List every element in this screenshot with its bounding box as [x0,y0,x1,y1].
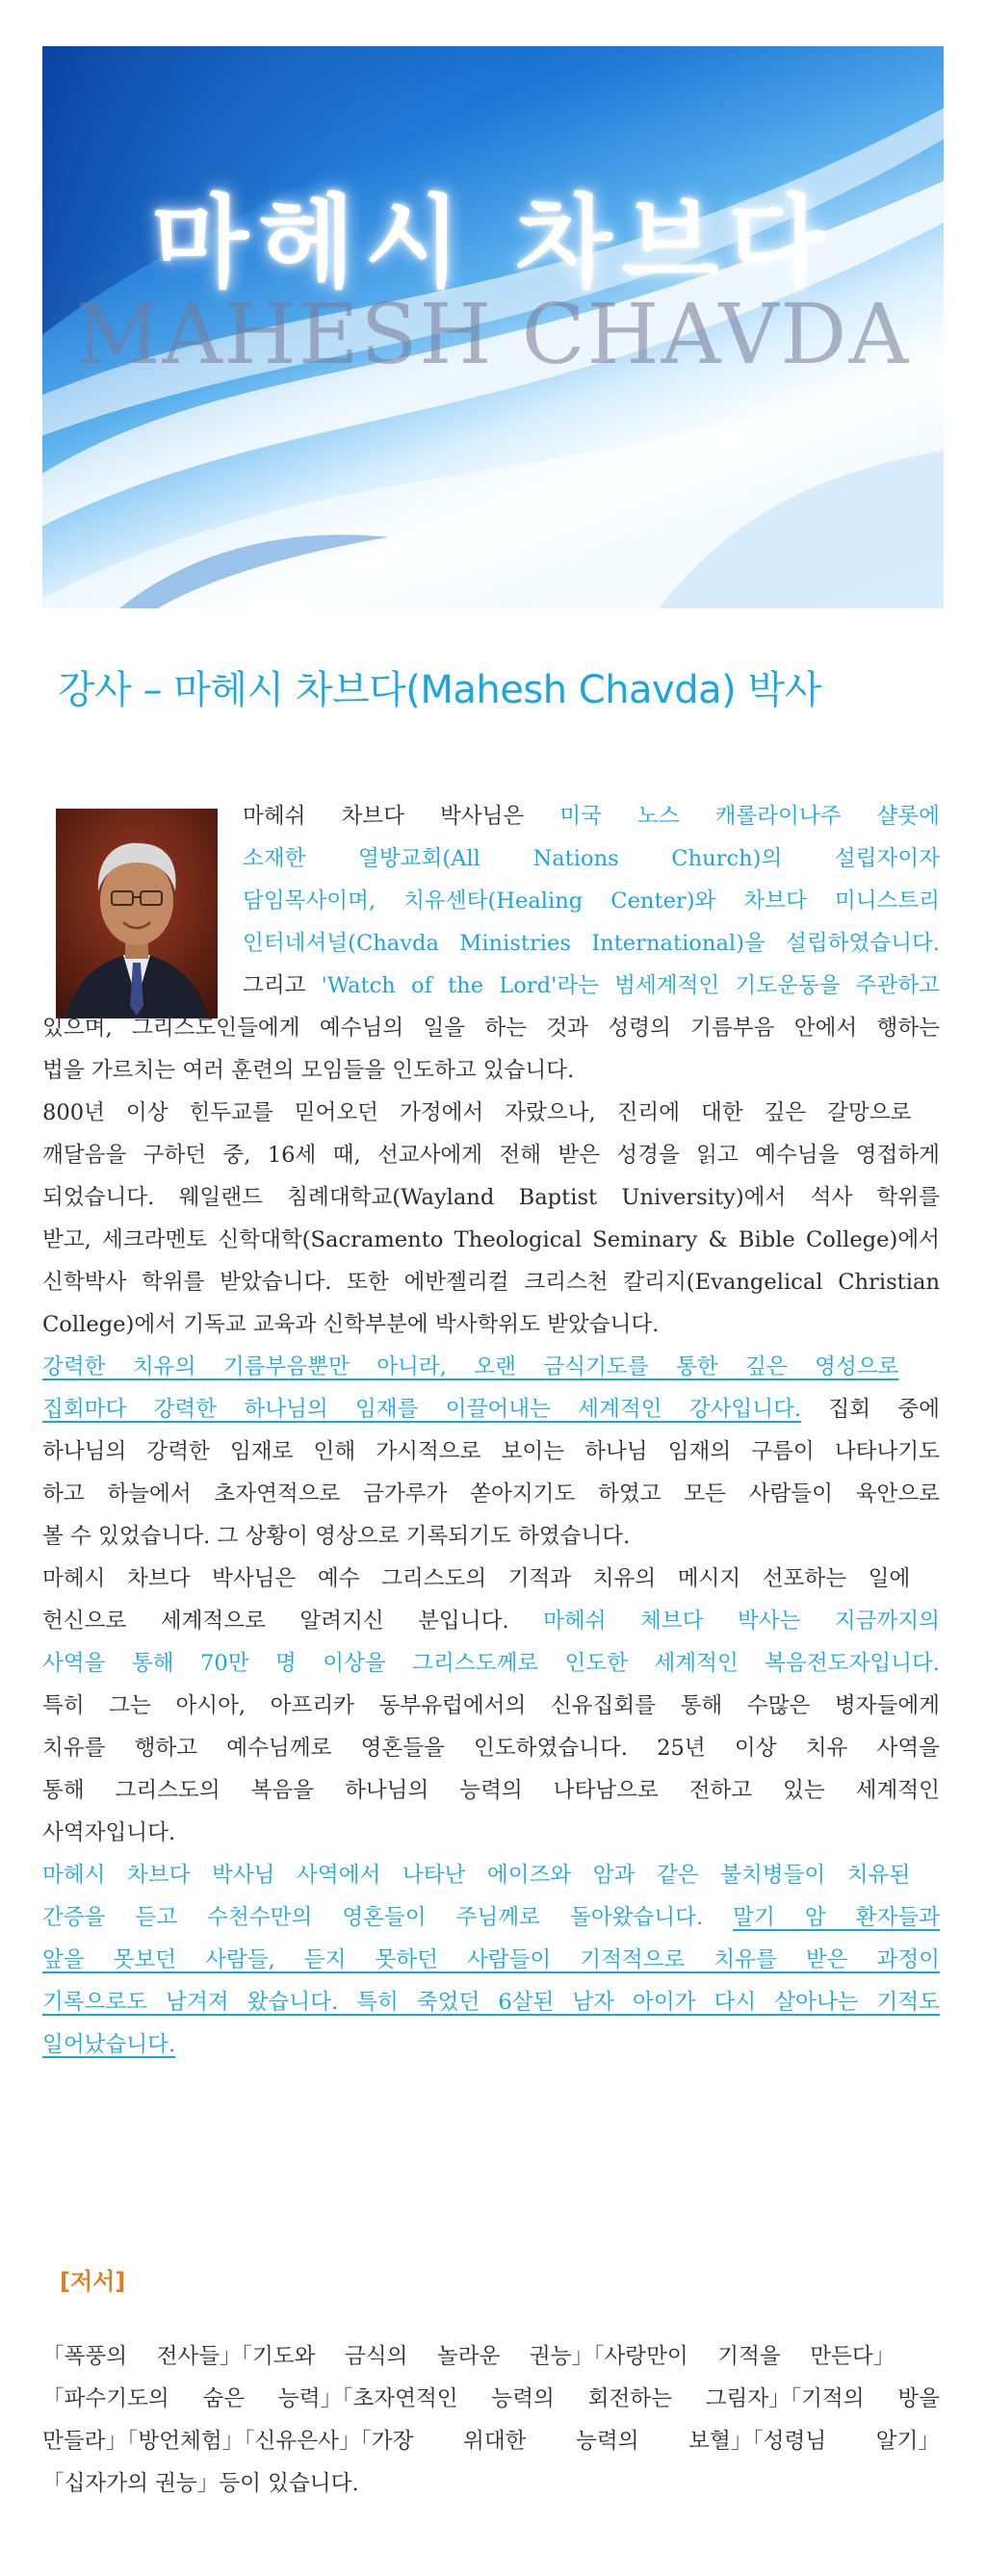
text-line [42,1896,940,1939]
text-line [42,1939,940,1981]
highlighted-link-text: 앞을 못보던 사람들, 듣지 못하던 사람들이 기적적으로 치유를 받은 과정이 [42,1947,940,1972]
highlighted-link-text: 기록으로도 남겨져 왔습니다. 특히 죽었던 6살된 남자 아이가 다시 살아나는 기적도 [42,1990,940,2015]
highlighted-link-text: 말기 암 환자들과 [733,1905,940,1930]
text-line [42,1134,940,1176]
text-line [42,1685,940,1727]
text-run: 법을 가르치는 여러 훈련의 모임들을 인도하고 있습니다. [42,1058,575,1083]
text-run: 하고 하늘에서 초자연적으로 금가루가 쏟아지기도 하였고 모든 사람들이 육안으로 [42,1481,940,1507]
highlighted-link-text: 강력한 치유의 기름부음뿐만 아니라, 오랜 금식기도를 통한 깊은 영성으로 [42,1354,899,1379]
text-line [42,1727,940,1769]
text-line [42,1346,898,1388]
text-run: 그리고 [243,973,322,998]
text-run: 받고, 세크라멘토 신학대학(Sacramento Theological Seminary & Bible College)에서 [42,1227,940,1252]
text-line [42,2462,359,2505]
highlighted-text: 담임목사이며, 치유센타(Healing Center)와 차브다 미니스트리 [243,889,940,914]
text-run: 헌신으로 세계적으로 알려지신 분입니다. [42,1609,544,1634]
text-line [243,837,940,880]
text-run: 치유를 행하고 예수님께로 영혼들을 인도하였습니다. 25년 이상 치유 사역을 [42,1736,940,1761]
text-run: 하나님의 강력한 임재로 인해 가시적으로 보이는 하나님 임재의 구름이 나타나기도 [42,1439,940,1464]
text-run: 「십자가의 권능」등이 있습니다. [42,2471,359,2496]
text-line [42,1430,940,1473]
speaker-portrait [56,809,218,1018]
books-label: [저서] [60,2268,126,2295]
text-run: College)에서 기독교 교육과 신학부분에 박사학위도 받았습니다. [42,1312,660,1337]
text-line [42,1515,630,1558]
text-run: 사역자입니다. [42,1820,176,1845]
text-run: 특히 그는 아시아, 아프리카 동부유럽에서의 신유집회를 통해 수많은 병자들에게 [42,1693,940,1718]
text-run: 있으며, 그리스도인들에게 예수님의 일을 하는 것과 성령의 기름부음 안에서 행하는 [42,1016,940,1041]
highlighted-text: 사역을 통해 70만 명 이상을 그리스도께로 인도한 세계적인 복음전도자입니다. [42,1651,940,1676]
text-line [42,2378,940,2420]
highlighted-link-text: 일어났습니다. [42,2032,176,2057]
text-run: 볼 수 있었습니다. 그 상황이 영상으로 기록되기도 하였습니다. [42,1524,631,1549]
highlighted-text: 간증을 듣고 수천수만의 영혼들이 주님께로 돌아왔습니다. [42,1905,734,1930]
text-line [42,1176,940,1219]
text-run: 깨달음을 구하던 중, 16세 때, 선교사에게 전해 받은 성경을 읽고 예수님을 영접하게 [42,1143,940,1168]
banner-title: 마헤시 차브다 [151,184,835,301]
highlighted-text: 'Watch of the Lord'라는 범세계적인 기도운동을 주관하고 [321,973,940,998]
text-line [243,965,940,1007]
text-run: 「폭풍의 전사들」「기도와 금식의 놀라운 권능」「사랑만이 기적을 만든다」 [42,2344,895,2369]
text-line [42,1642,940,1685]
text-run: 집회 중에 [801,1397,940,1422]
highlighted-text: 미국 노스 캐롤라이나주 샬롯에 [559,804,940,829]
text-run: 신학박사 학위를 받았습니다. 또한 에반젤리컬 크리스천 칼리지(Evangelical Christian [42,1270,940,1295]
text-line [42,1261,940,1303]
text-line [42,1812,175,1854]
text-run: 되었습니다. 웨일랜드 침례대학교(Wayland Baptist University)에서 석사 학위를 [42,1185,940,1210]
text-run: 「파수기도의 숨은 능력」「초자연적인 능력의 회전하는 그림자」「기적의 방을 [42,2386,940,2411]
text-line [42,1092,912,1134]
text-run: 마헤쉬 차브다 박사님은 [243,804,560,829]
text-line [42,1600,940,1642]
text-line [42,1854,910,1896]
text-line [42,2335,895,2378]
text-line [42,1049,574,1092]
text-run: 만들라」「방언체험」「신유은사」「가장 위대한 능력의 보혈」「성령님 알기」 [42,2429,940,2454]
header-banner [42,46,944,608]
text-line [42,2023,175,2066]
text-line [42,1769,940,1812]
text-line [42,1558,910,1600]
text-line [42,1007,940,1049]
text-line [42,1219,940,1261]
highlighted-text: 마헤시 차브다 박사님 사역에서 나타난 에이즈와 암과 같은 불치병들이 치유된 [42,1863,911,1888]
text-run: 마헤시 차브다 박사님은 예수 그리스도의 기적과 치유의 메시지 선포하는 일에 [42,1566,911,1591]
text-run: 800년 이상 힌두교를 믿어오던 가정에서 자랐으나, 진리에 대한 깊은 갈망으로 [42,1100,912,1125]
highlighted-text: 소재한 열방교회(All Nations Church)의 설립자이자 [243,846,940,871]
highlighted-link-text: 집회마다 강력한 하나님의 임재를 이끌어내는 세계적인 강사입니다. [42,1397,802,1422]
text-line [243,795,940,837]
portrait-photo-icon [56,809,218,1018]
text-line [42,1303,659,1346]
banner-subtitle: MAHESH CHAVDA [75,287,911,383]
text-line [42,1473,940,1515]
text-line [243,880,940,922]
text-line [42,2420,940,2462]
text-line [243,922,940,965]
text-line [42,1981,940,2023]
text-run: 통해 그리스도의 복음을 하나님의 능력의 나타남으로 전하고 있는 세계적인 [42,1778,940,1803]
text-line [42,1388,940,1430]
speaker-heading: 강사 – 마헤시 차브다(Mahesh Chavda) 박사 [58,668,821,712]
highlighted-text: 마헤쉬 체브다 박사는 지금까지의 [543,1609,940,1634]
highlighted-text: 인터네셔널(Chavda Ministries International)을 설립하였습니다. [243,931,940,956]
